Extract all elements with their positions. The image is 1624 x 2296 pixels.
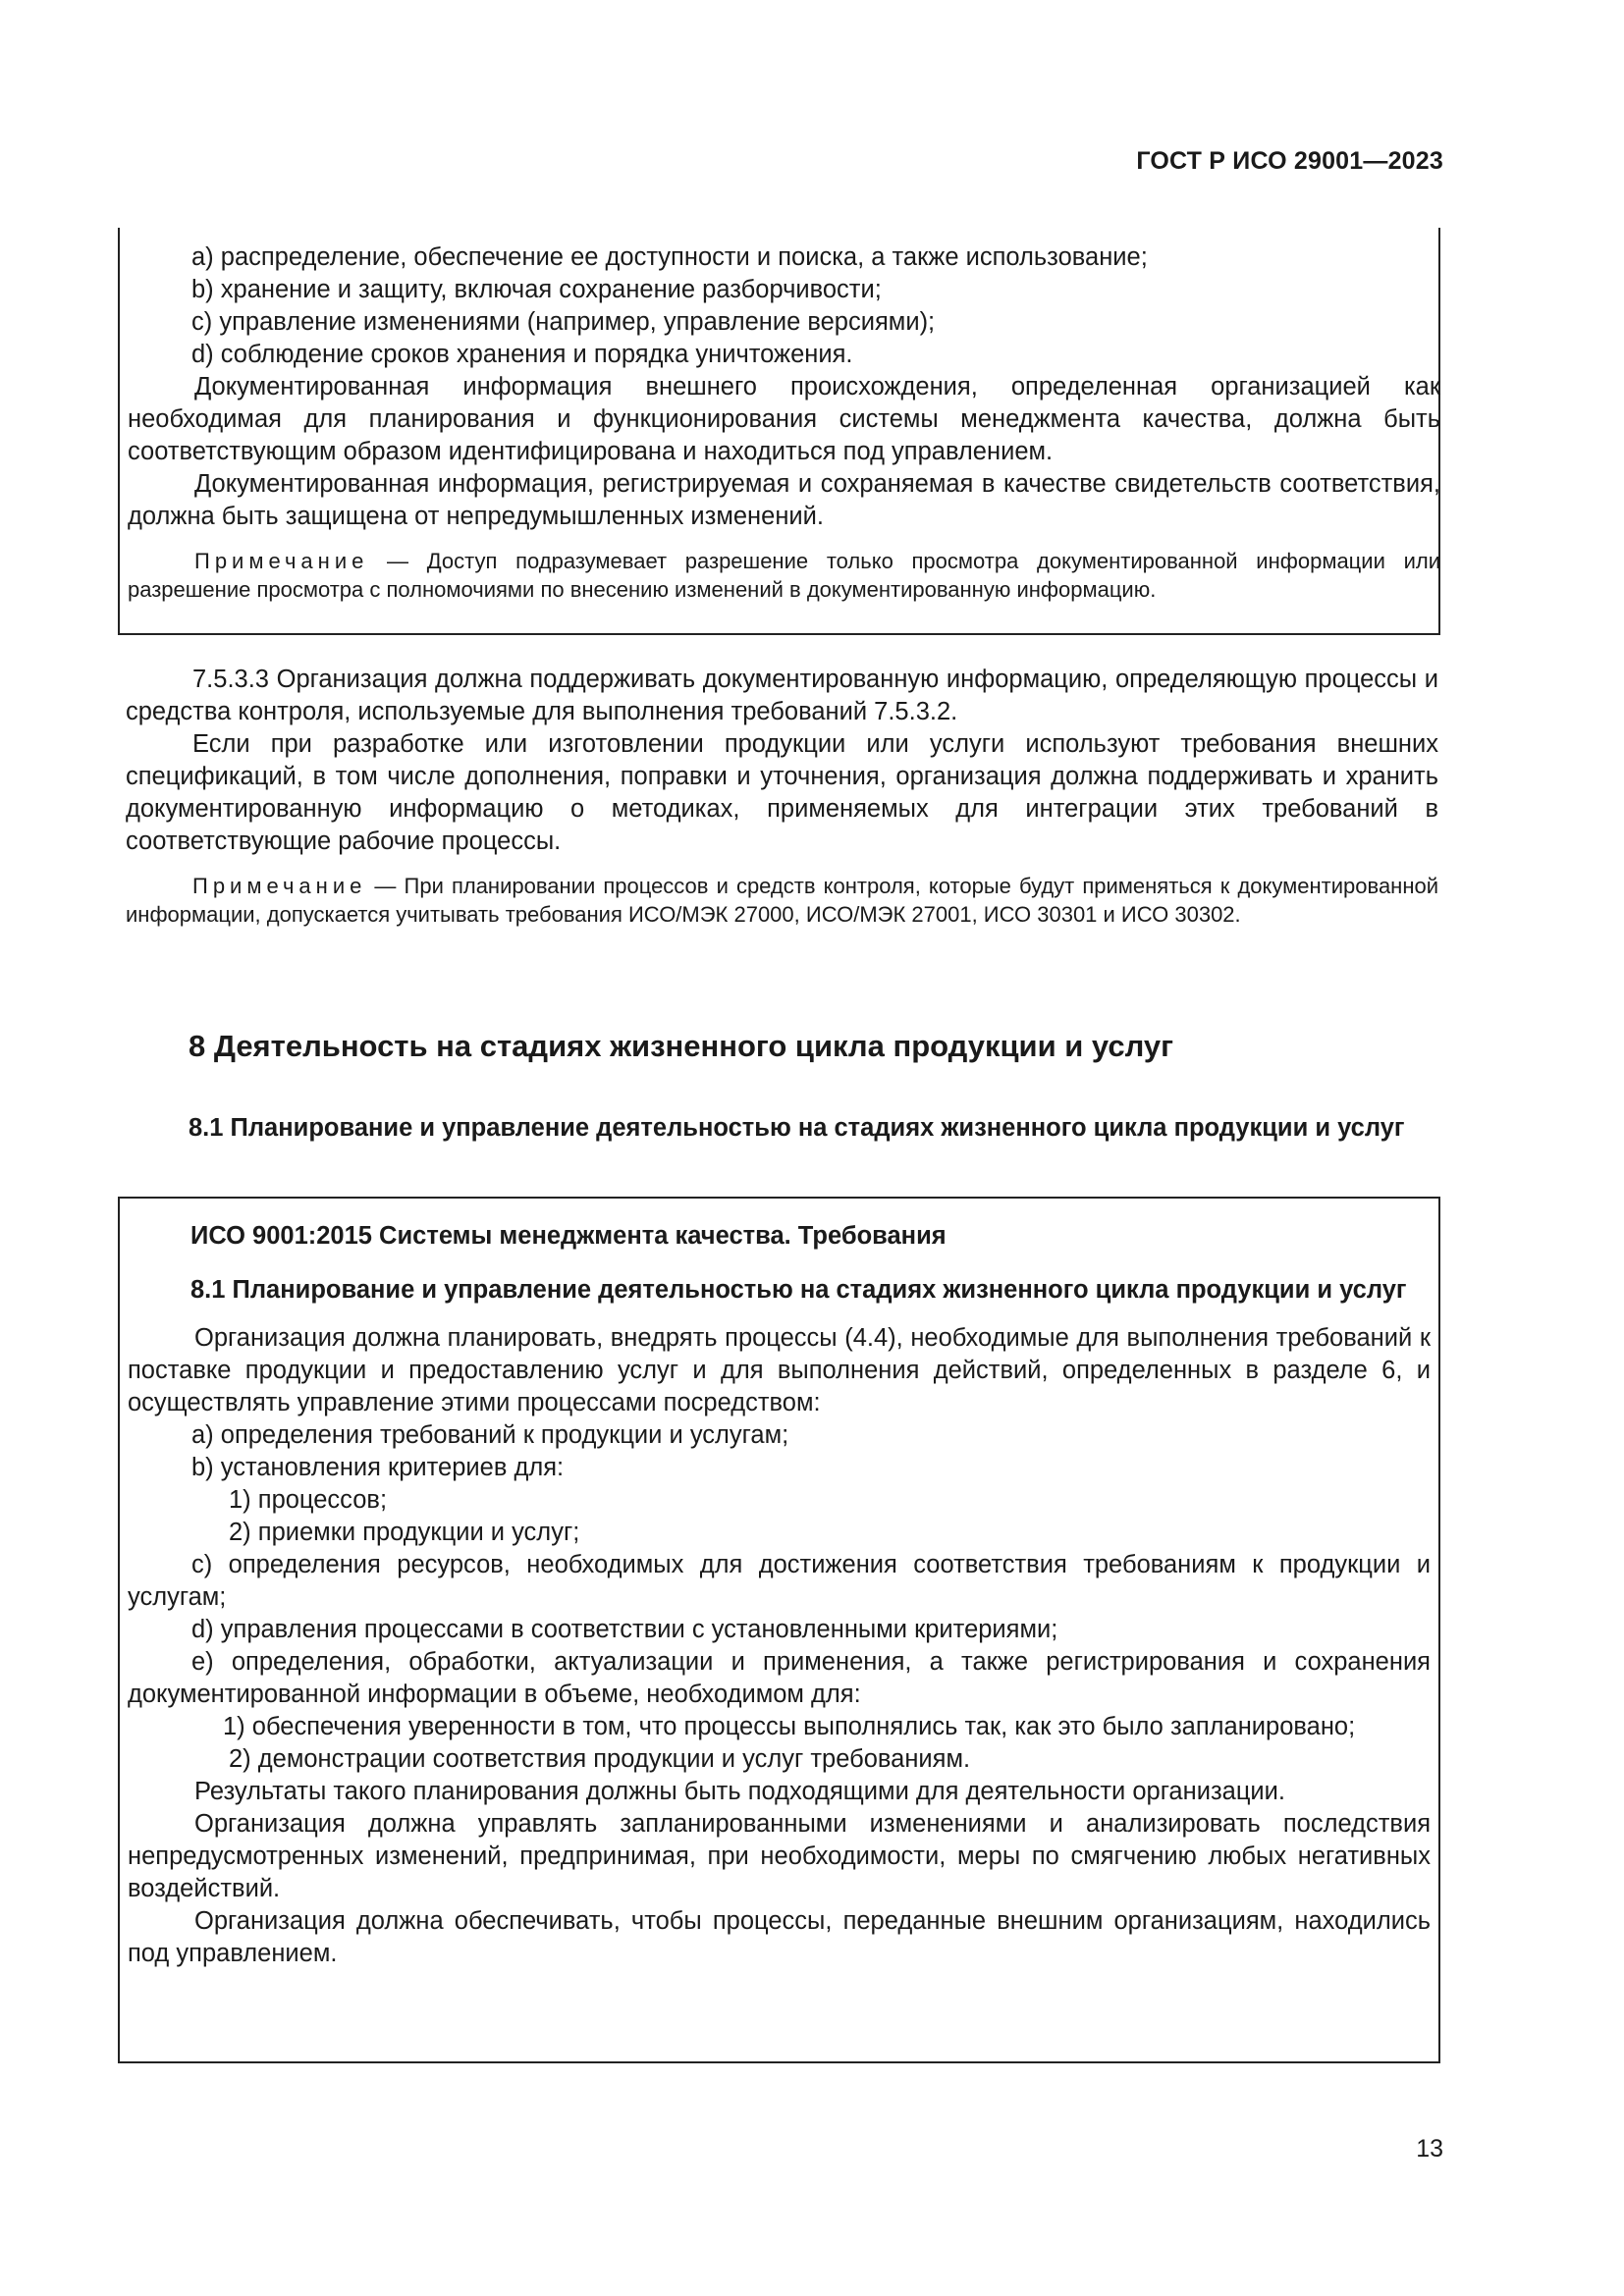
list-item-d: d) соблюдение сроков хранения и порядка уничтожения.: [191, 341, 853, 368]
list-item-e: e) определения, обработки, актуализации и применения, а также регистрирования и сохранения документированной информации в объеме, необходимом для:: [128, 1648, 1431, 1708]
quote-box-title: ИСО 9001:2015 Системы менеджмента качества. Требования: [190, 1222, 947, 1250]
list-item-d: d) управления процессами в соответствии с установленными критериями;: [191, 1616, 1058, 1643]
paragraph-external-origin: Документированная информация внешнего происхождения, определенная организацией как необходимая для планирования и функционирования системы менеджмента качества, должна быть соответствующим образом идентифицирована и находиться под управлением.: [128, 373, 1440, 465]
paragraph-intro: Организация должна планировать, внедрять процессы (4.4), необходимые для выполнения требований к поставке продукции и предоставлению услуг и для выполнения действий, определенных в разделе 6, и осуществлять управление этими процессами посредством:: [128, 1324, 1431, 1416]
document-code-header: ГОСТ Р ИСО 29001—2023: [1136, 147, 1443, 175]
paragraph-external-processes: Организация должна обеспечивать, чтобы процессы, переданные внешним организациям, находились под управлением.: [128, 1907, 1431, 1967]
page-number: 13: [1416, 2135, 1443, 2163]
list-item-e2: 2) демонстрации соответствия продукции и услуг требованиям.: [229, 1745, 971, 1773]
list-item-b2: 2) приемки продукции и услуг;: [229, 1519, 580, 1546]
paragraph-7-5-3-3: 7.5.3.3 Организация должна поддерживать документированную информацию, определяющую процессы и средства контроля, используемые для выполнения требований 7.5.3.2.: [126, 666, 1438, 725]
paragraph-changes: Организация должна управлять запланированными изменениями и анализировать последствия непредусмотренных изменений, предпринимая, при необходимости, меры по смягчению любых негативных воздействий.: [128, 1810, 1431, 1902]
list-item-c: c) управление изменениями (например, управление версиями);: [191, 308, 936, 336]
note-label: Примечание: [194, 549, 369, 573]
section-8-1-heading: 8.1 Планирование и управление деятельностью на стадиях жизненного цикла продукции и услуг: [189, 1114, 1405, 1142]
note-standards: [126, 872, 1438, 929]
list-item-b1: 1) процессов;: [229, 1486, 388, 1514]
note-access: [128, 547, 1440, 604]
list-item-e1: 1) обеспечения уверенности в том, что процессы выполнялись так, как это было запланировано;: [223, 1713, 1356, 1740]
box-bottom-content: [128, 1220, 1431, 1970]
paragraph-evidence-protection: Документированная информация, регистрируемая и сохраняемая в качестве свидетельств соответствия, должна быть защищена от непредумышленных изменений.: [128, 470, 1440, 530]
paragraph-results: Результаты такого планирования должны быть подходящими для деятельности организации.: [194, 1778, 1285, 1805]
list-item-a: a) распределение, обеспечение ее доступности и поиска, а также использование;: [191, 243, 1148, 271]
list-item-b: b) установления критериев для:: [191, 1454, 565, 1481]
note-text: — Доступ подразумевает разрешение только просмотра документированной информации или разрешение просмотра с полномочиями по внесению изменений в документированную информацию.: [128, 549, 1440, 602]
list-item-a: a) определения требований к продукции и услугам;: [191, 1421, 789, 1449]
list-item-b: b) хранение и защиту, включая сохранение разборчивости;: [191, 276, 882, 303]
note-label: Примечание: [192, 874, 367, 898]
iso-9001-quote-box: [118, 1197, 1440, 2063]
clause-7-5-3-3: [126, 664, 1438, 929]
paragraph-external-specifications: Если при разработке или изготовлении продукции или услуги используют требования внешних спецификаций, в том числе дополнения, поправки и уточнения, организация должна поддерживать и хранить документированную информацию о методиках, применяемых для интеграции этих требований в соответствующие рабочие процессы.: [126, 730, 1438, 855]
section-8-heading: 8 Деятельность на стадиях жизненного цикла продукции и услуг: [189, 1029, 1174, 1063]
note-text: — При планировании процессов и средств контроля, которые будут применяться к документированной информации, допускается учитывать требования ИСО/МЭК 27000, ИСО/МЭК 27001, ИСО 30301 и ИСО 30302.: [126, 874, 1438, 927]
quoted-requirements-box-continued: [118, 228, 1440, 635]
box-top-content: [120, 241, 1440, 604]
quote-box-subheading: 8.1 Планирование и управление деятельностью на стадиях жизненного цикла продукции и услуг: [190, 1276, 1407, 1304]
list-item-c: c) определения ресурсов, необходимых для достижения соответствия требованиям к продукции и услугам;: [128, 1551, 1431, 1611]
